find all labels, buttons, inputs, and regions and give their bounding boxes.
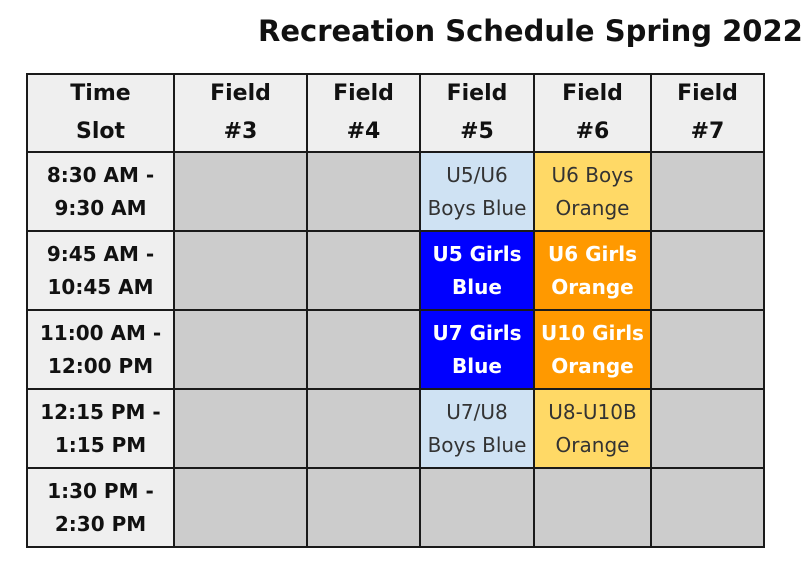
empty-cell: [651, 152, 764, 231]
empty-cell: [651, 310, 764, 389]
header-field-5: Field #5: [420, 74, 534, 152]
header-field-4: Field #4: [307, 74, 420, 152]
empty-cell: [174, 231, 307, 310]
table-row: [27, 310, 764, 389]
schedule-cell: U7/U8 Boys Blue: [420, 389, 534, 468]
empty-cell: [534, 468, 651, 547]
empty-cell: [174, 310, 307, 389]
schedule-cell: U6 Boys Orange: [534, 152, 651, 231]
schedule-cell: U5 Girls Blue: [420, 231, 534, 310]
time-slot-cell: 8:30 AM - 9:30 AM: [27, 152, 174, 231]
schedule-cell: U7 Girls Blue: [420, 310, 534, 389]
empty-cell: [651, 389, 764, 468]
page-title: Recreation Schedule Spring 2022: [258, 14, 803, 48]
table-row: [27, 389, 764, 468]
header-field-7: Field #7: [651, 74, 764, 152]
empty-cell: [174, 468, 307, 547]
empty-cell: [307, 310, 420, 389]
time-slot-cell: 12:15 PM - 1:15 PM: [27, 389, 174, 468]
empty-cell: [307, 468, 420, 547]
empty-cell: [307, 389, 420, 468]
time-slot-cell: 9:45 AM - 10:45 AM: [27, 231, 174, 310]
empty-cell: [651, 468, 764, 547]
empty-cell: [651, 231, 764, 310]
empty-cell: [307, 231, 420, 310]
empty-cell: [420, 468, 534, 547]
table-row: [27, 231, 764, 310]
schedule-cell: U5/U6 Boys Blue: [420, 152, 534, 231]
header-row: [27, 74, 764, 152]
table-row: [27, 468, 764, 547]
time-slot-cell: 11:00 AM - 12:00 PM: [27, 310, 174, 389]
header-field-3: Field #3: [174, 74, 307, 152]
empty-cell: [174, 152, 307, 231]
schedule-table: [26, 73, 765, 548]
schedule-cell: U6 Girls Orange: [534, 231, 651, 310]
table-row: [27, 152, 764, 231]
header-time-slot: Time Slot: [27, 74, 174, 152]
empty-cell: [174, 389, 307, 468]
schedule-cell: U8-U10B Orange: [534, 389, 651, 468]
empty-cell: [307, 152, 420, 231]
header-field-6: Field #6: [534, 74, 651, 152]
time-slot-cell: 1:30 PM - 2:30 PM: [27, 468, 174, 547]
schedule-cell: U10 Girls Orange: [534, 310, 651, 389]
